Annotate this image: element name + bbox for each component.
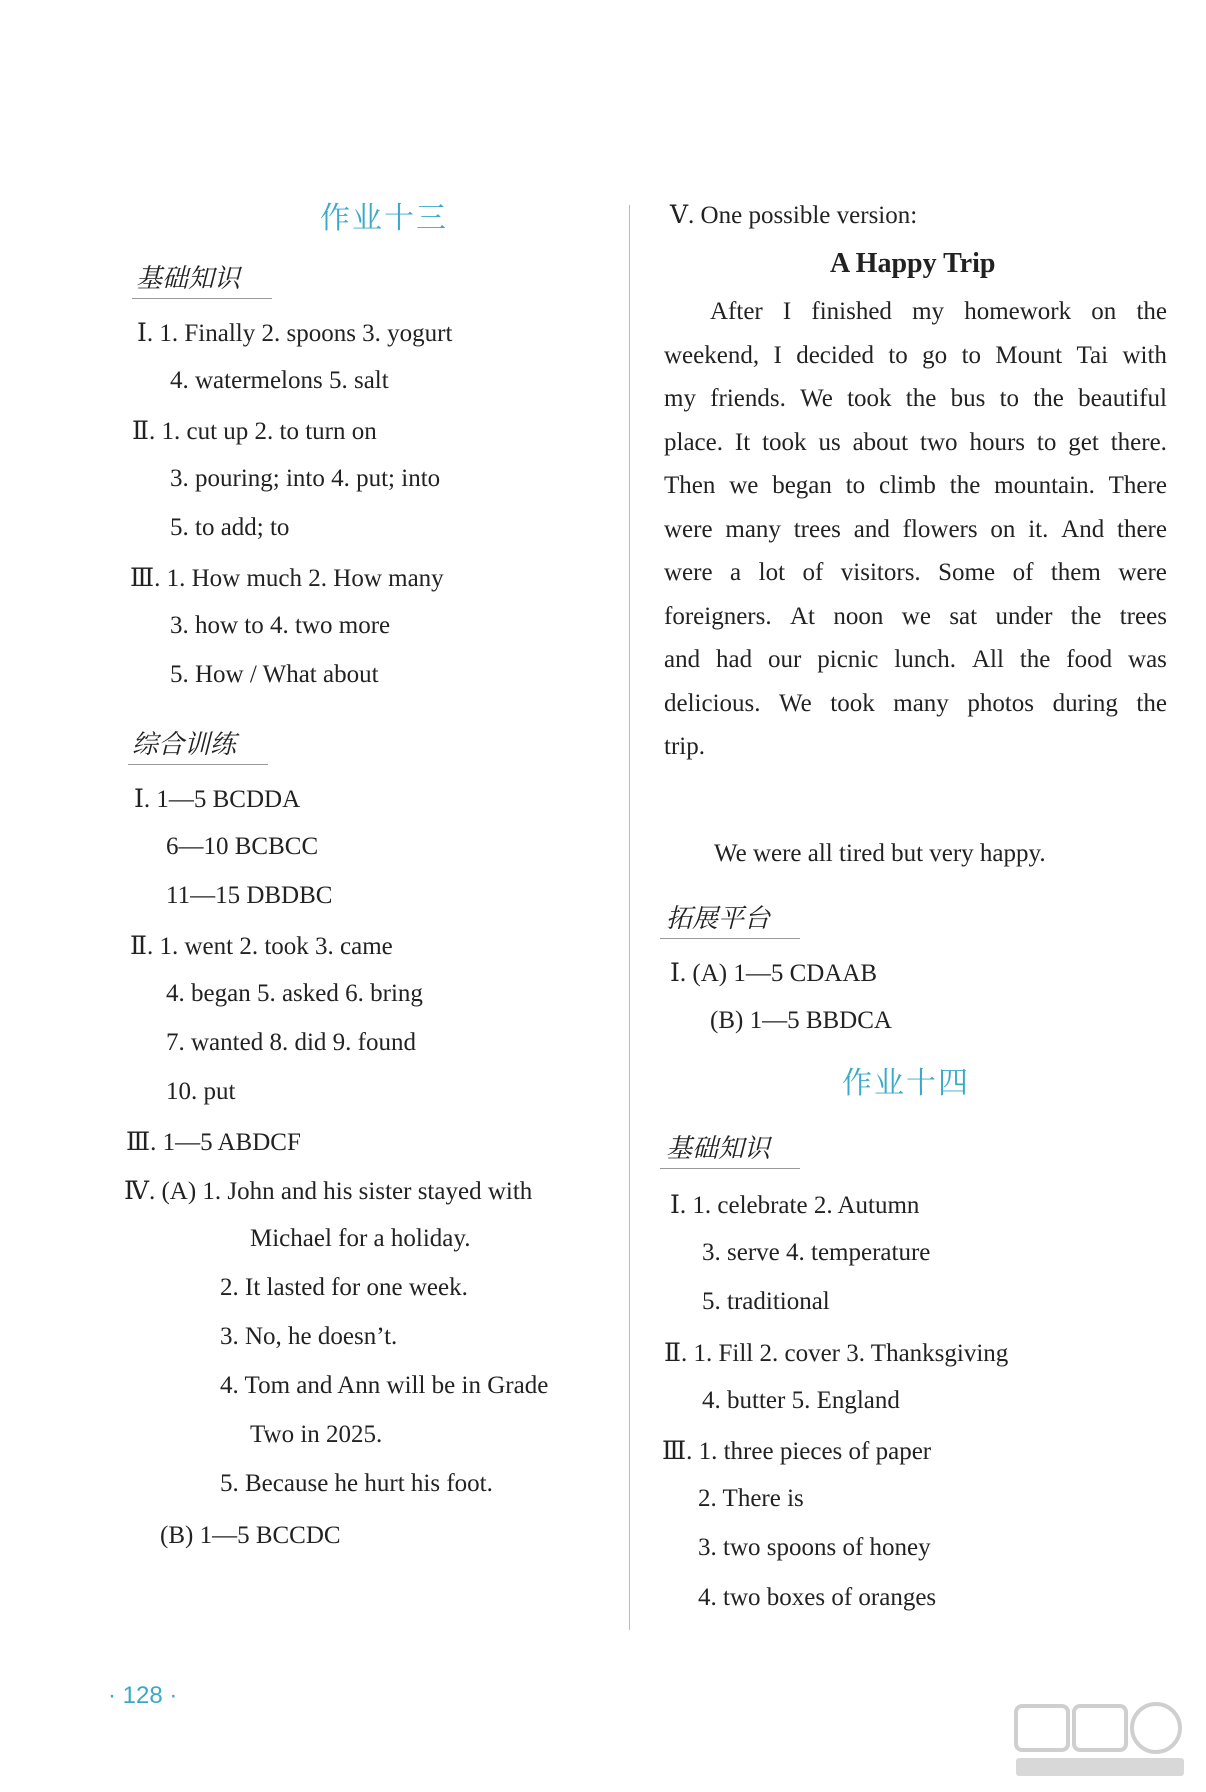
answer-line: Ⅱ. 1. went 2. took 3. came (130, 933, 393, 960)
answer-line: Ⅰ. 1. Finally 2. spoons 3. yogurt (137, 320, 453, 347)
answer-line: 6—10 BCBCC (166, 833, 319, 860)
essay-word: bus (950, 385, 986, 412)
essay-word: beautiful (1078, 385, 1167, 412)
essay-word: lunch. (894, 646, 957, 673)
essay-word: After (710, 298, 763, 325)
essay-word: we (901, 602, 931, 630)
essay-word: foreigners. (664, 602, 772, 630)
answer-line: 10. put (166, 1078, 236, 1105)
essay-word: was (1128, 646, 1167, 673)
essay-word: photos (967, 689, 1035, 717)
essay-word: decided (796, 341, 874, 369)
essay-word: food (1066, 646, 1113, 673)
essay-line (664, 429, 1167, 457)
answer-line: Ⅱ. 1. cut up 2. to turn on (132, 418, 377, 445)
essay-word: homework (964, 298, 1072, 325)
answer-line: Ⅰ. 1—5 BCDDA (134, 786, 301, 813)
essay-word: friends. (710, 385, 786, 412)
essay-word: flowers (902, 515, 978, 543)
essay-word: All (971, 646, 1004, 673)
essay-word: there (1117, 515, 1167, 543)
essay-word: the (1070, 602, 1102, 630)
section-rule (132, 298, 272, 299)
answer-line: 3. serve 4. temperature (702, 1239, 931, 1266)
essay-word: two (920, 428, 958, 456)
essay-word: to (999, 385, 1020, 412)
essay-word: sat (949, 602, 978, 630)
essay-word: our (768, 646, 802, 673)
essay-word: took (830, 689, 875, 717)
essay-line (664, 385, 1167, 413)
essay-word: about (852, 428, 909, 456)
essay-word: and (853, 515, 890, 543)
essay-word: I (773, 341, 782, 369)
essay-word: get (1068, 428, 1099, 456)
essay-word: my (664, 385, 696, 412)
essay-word: of (802, 559, 824, 586)
essay-word: many (725, 515, 781, 543)
answer-line: 2. There is (698, 1485, 804, 1512)
essay-word: of (1012, 559, 1034, 586)
essay-word: to (1036, 428, 1057, 456)
essay-title: A Happy Trip (830, 248, 996, 279)
answer-line: Ⅰ. 1. celebrate 2. Autumn (670, 1192, 920, 1219)
essay-word: the (1019, 646, 1051, 673)
answer-line: Ⅳ. (A) 1. John and his sister stayed with (124, 1178, 533, 1205)
answer-line: 3. two spoons of honey (698, 1534, 931, 1561)
answer-line: (B) 1—5 BBDCA (710, 1007, 892, 1034)
essay-word: had (716, 646, 753, 673)
essay-line (664, 298, 1167, 326)
essay-word: go (922, 341, 948, 369)
essay-word: them (1050, 559, 1101, 586)
answer-line: 3. pouring; into 4. put; into (170, 465, 441, 492)
essay-word: to (845, 472, 866, 499)
answer-line: Ⅰ. (A) 1—5 CDAAB (670, 960, 878, 987)
essay-word: there. (1110, 428, 1167, 456)
essay-word: visitors. (840, 559, 921, 586)
essay-word: took (847, 385, 892, 412)
essay-word: took (762, 428, 807, 456)
essay-word: to (888, 341, 908, 369)
section-rule (660, 1168, 800, 1169)
essay-word: finished (811, 298, 892, 325)
essay-line (664, 603, 1167, 631)
essay-word: and (664, 646, 701, 673)
essay-word: my (912, 298, 945, 325)
essay-word: There (1108, 472, 1167, 499)
answer-line: 3. how to 4. two more (170, 612, 391, 639)
essay-word: weekend, (664, 341, 760, 369)
section-extension-platform: 拓展平台 (666, 904, 771, 934)
essay-word: we (729, 472, 759, 499)
essay-word: were (664, 559, 713, 586)
essay-line (664, 559, 1167, 587)
section-basic-knowledge-2: 基础知识 (666, 1134, 771, 1164)
essay-word: on (990, 515, 1016, 543)
essay-word: noon (833, 602, 884, 630)
essay-word: mountain. (994, 472, 1095, 499)
essay-intro: Ⅴ. One possible version: (670, 202, 918, 229)
answer-line: 4. watermelons 5. salt (170, 367, 389, 394)
essay-word: trip. (664, 733, 705, 760)
section-comprehensive-training: 综合训练 (132, 730, 237, 760)
essay-word: We (779, 689, 812, 717)
essay-closing: We were all tired but very happy. (714, 840, 1046, 867)
section-rule (660, 938, 800, 939)
watermark-logo (1010, 1700, 1190, 1780)
answer-line: Ⅲ. 1. How much 2. How many (130, 565, 444, 592)
essay-word: Some (938, 559, 996, 586)
essay-line (664, 690, 1167, 718)
essay-line (664, 646, 1167, 674)
essay-word: It (734, 428, 751, 456)
essay-word: the (1033, 385, 1064, 412)
essay-word: many (893, 689, 949, 717)
essay-word: picnic (817, 646, 879, 673)
answer-line: Ⅲ. 1. three pieces of paper (662, 1438, 932, 1465)
answer-line: 2. It lasted for one week. (220, 1274, 468, 1301)
essay-word: on (1091, 298, 1117, 325)
column-divider (629, 205, 630, 1630)
answer-line: 3. No, he doesn’t. (220, 1323, 398, 1350)
homework-13-title: 作业十三 (320, 201, 448, 236)
answer-line: Ⅱ. 1. Fill 2. cover 3. Thanksgiving (664, 1340, 1009, 1367)
essay-word: were (1118, 559, 1167, 586)
essay-word: the (905, 385, 937, 412)
answer-line: 4. butter 5. England (702, 1387, 900, 1414)
essay-body (664, 298, 1167, 858)
answer-line: (B) 1—5 BCCDC (160, 1522, 341, 1549)
essay-word: trees (1119, 602, 1167, 630)
essay-word: were (664, 515, 713, 543)
answer-line: 7. wanted 8. did 9. found (166, 1029, 416, 1056)
essay-word: it. (1028, 515, 1049, 543)
essay-line (664, 472, 1167, 500)
answer-line: Michael for a holiday. (250, 1225, 471, 1252)
essay-line (664, 516, 1167, 544)
answer-line: 5. Because he hurt his foot. (220, 1470, 493, 1497)
homework-14-title: 作业十四 (842, 1066, 970, 1101)
essay-word: lot (758, 559, 786, 586)
page-number: · 128 · (108, 1682, 178, 1709)
section-rule (128, 764, 268, 765)
essay-word: hours (969, 428, 1025, 456)
essay-word: place. (664, 428, 723, 456)
answer-line: 5. to add; to (170, 514, 290, 541)
watermark-icon (1010, 1700, 1190, 1780)
essay-word: I (782, 298, 792, 325)
essay-word: We (800, 385, 833, 412)
essay-word: to (961, 341, 982, 369)
answer-line: 5. How / What about (170, 661, 379, 688)
essay-word: during (1052, 689, 1118, 717)
essay-word: At (789, 602, 815, 630)
section-basic-knowledge: 基础知识 (136, 264, 241, 294)
essay-word: climb (879, 472, 936, 499)
answer-line: 5. traditional (702, 1288, 830, 1315)
essay-line (664, 733, 1167, 761)
essay-word: the (1136, 689, 1167, 717)
essay-word: with (1122, 341, 1167, 369)
essay-word: began (772, 472, 832, 499)
answer-line: 11—15 DBDBC (166, 882, 333, 909)
essay-word: Mount (995, 341, 1063, 369)
essay-word: Tai (1076, 341, 1109, 369)
essay-word: the (949, 472, 981, 499)
answer-line: 4. Tom and Ann will be in Grade (220, 1372, 549, 1399)
answer-line: Two in 2025. (250, 1421, 383, 1448)
essay-word: trees (793, 515, 841, 543)
essay-word: delicious. (664, 689, 761, 717)
essay-word: the (1136, 298, 1167, 325)
answer-line: Ⅲ. 1—5 ABDCF (126, 1129, 301, 1156)
essay-word: us (818, 428, 841, 456)
essay-word: under (995, 602, 1053, 630)
essay-line (664, 342, 1167, 370)
answer-line: 4. began 5. asked 6. bring (166, 980, 423, 1007)
essay-word: Then (664, 472, 716, 499)
essay-word: a (730, 559, 742, 586)
essay-word: And (1061, 515, 1105, 543)
answer-line: 4. two boxes of oranges (698, 1584, 937, 1611)
